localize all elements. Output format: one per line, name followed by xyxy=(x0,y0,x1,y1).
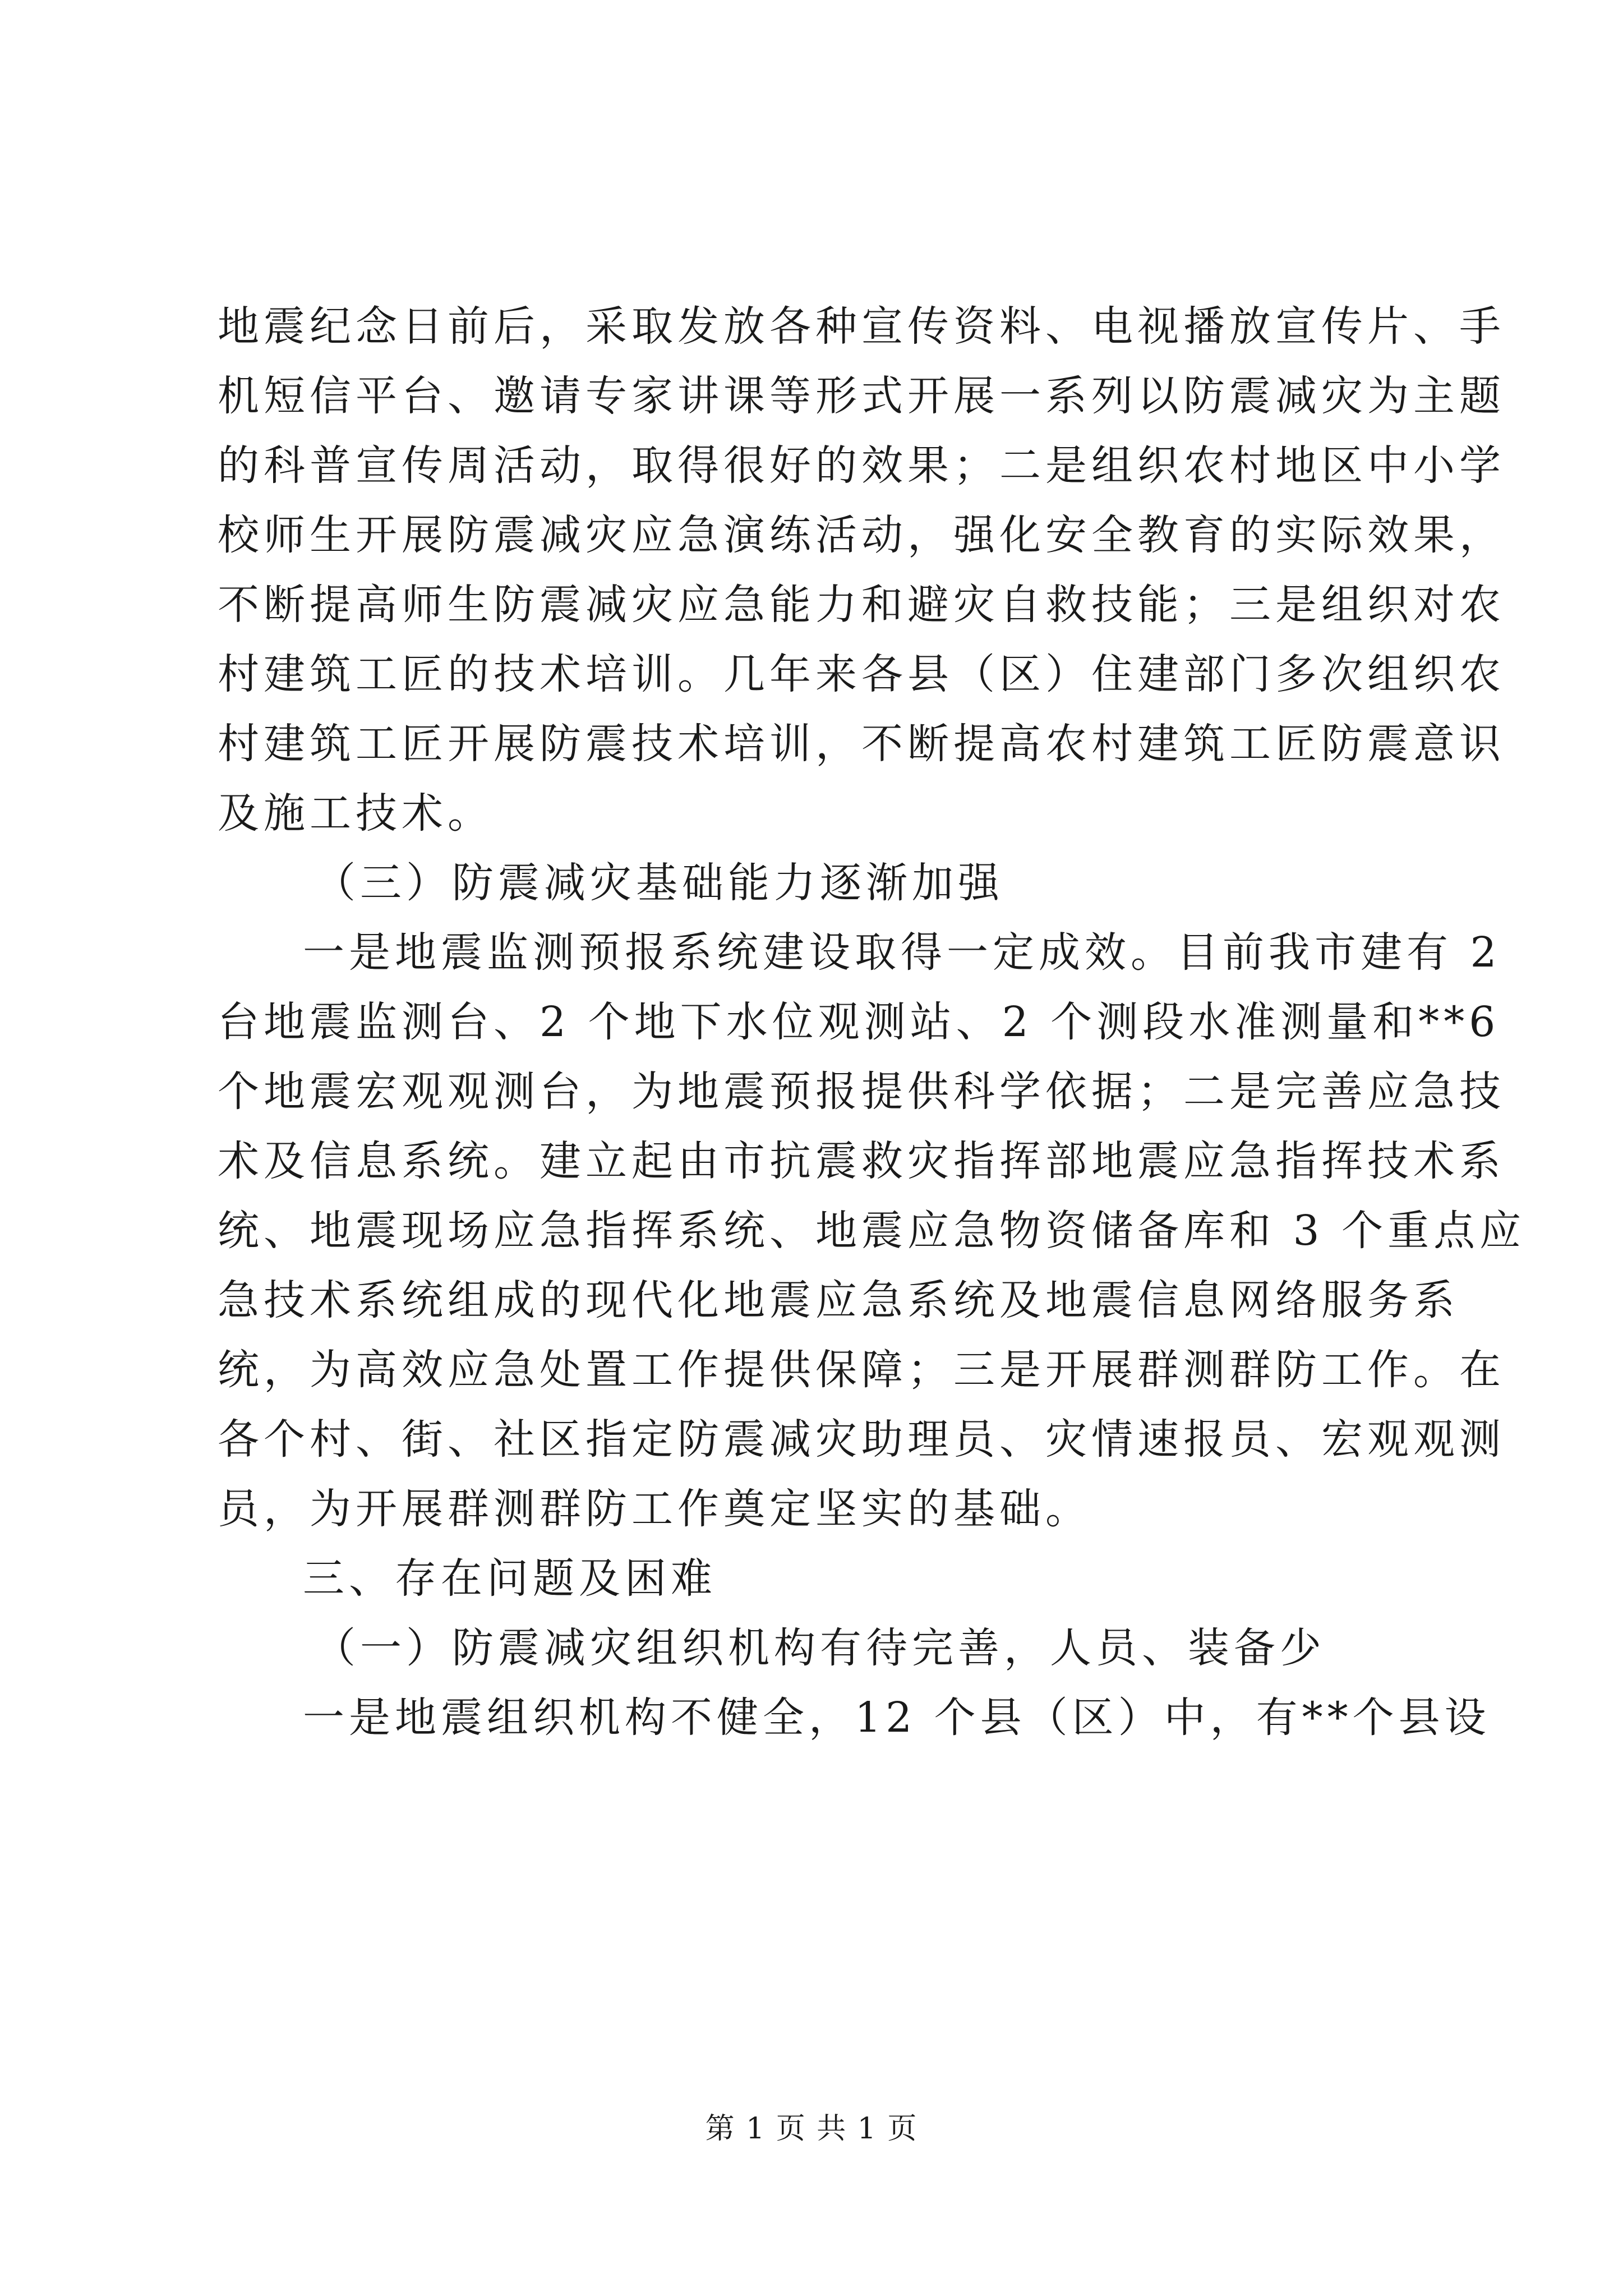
paragraph-start-line: 一是地震组织机构不健全，12 个县（区）中，有**个县设 xyxy=(303,1694,1491,1742)
body-line: 个地震宏观观测台，为地震预报提供科学依据；二是完善应急技 xyxy=(218,1068,1505,1116)
page-footer: 第 1 页 共 1 页 xyxy=(705,2112,918,2146)
body-line: 村建筑工匠开展防震技术培训，不断提高农村建筑工匠防震意识 xyxy=(218,720,1505,768)
body-line: 各个村、街、社区指定防震减灾助理员、灾情速报员、宏观观测 xyxy=(218,1415,1505,1464)
body-line: 台地震监测台、2 个地下水位观测站、2 个测段水准测量和**6 xyxy=(218,998,1500,1046)
body-line: 统，为高效应急处置工作提供保障；三是开展群测群防工作。在 xyxy=(218,1346,1505,1394)
body-line: 员，为开展群测群防工作奠定坚实的基础。 xyxy=(218,1485,1091,1533)
body-line: 统、地震现场应急指挥系统、地震应急物资储备库和 3 个重点应 xyxy=(218,1207,1526,1255)
body-line: 急技术系统组成的现代化地震应急系统及地震信息网络服务系 xyxy=(218,1276,1459,1324)
body-line: 机短信平台、邀请专家讲课等形式开展一系列以防震减灾为主题 xyxy=(218,372,1505,420)
body-line: 地震纪念日前后，采取发放各种宣传资料、电视播放宣传片、手 xyxy=(218,302,1505,351)
body-line: 村建筑工匠的技术培训。几年来各县（区）住建部门多次组织农 xyxy=(218,650,1505,698)
section-heading: 三、存在问题及困难 xyxy=(303,1554,717,1603)
subsection-heading: （一）防震减灾组织机构有待完善，人员、装备少 xyxy=(314,1624,1326,1672)
section-heading: （三）防震减灾基础能力逐渐加强 xyxy=(314,859,1004,907)
body-line: 不断提高师生防震减灾应急能力和避灾自救技能；三是组织对农 xyxy=(218,581,1505,629)
body-line: 术及信息系统。建立起由市抗震救灾指挥部地震应急指挥技术系 xyxy=(218,1137,1505,1185)
body-line: 校师生开展防震减灾应急演练活动，强化安全教育的实际效果， xyxy=(218,511,1505,559)
body-line: 的科普宣传周活动，取得很好的效果；二是组织农村地区中小学 xyxy=(218,441,1505,490)
body-line: 及施工技术。 xyxy=(218,789,494,838)
paragraph-start-line: 一是地震监测预报系统建设取得一定成效。目前我市建有 2 xyxy=(303,928,1501,977)
